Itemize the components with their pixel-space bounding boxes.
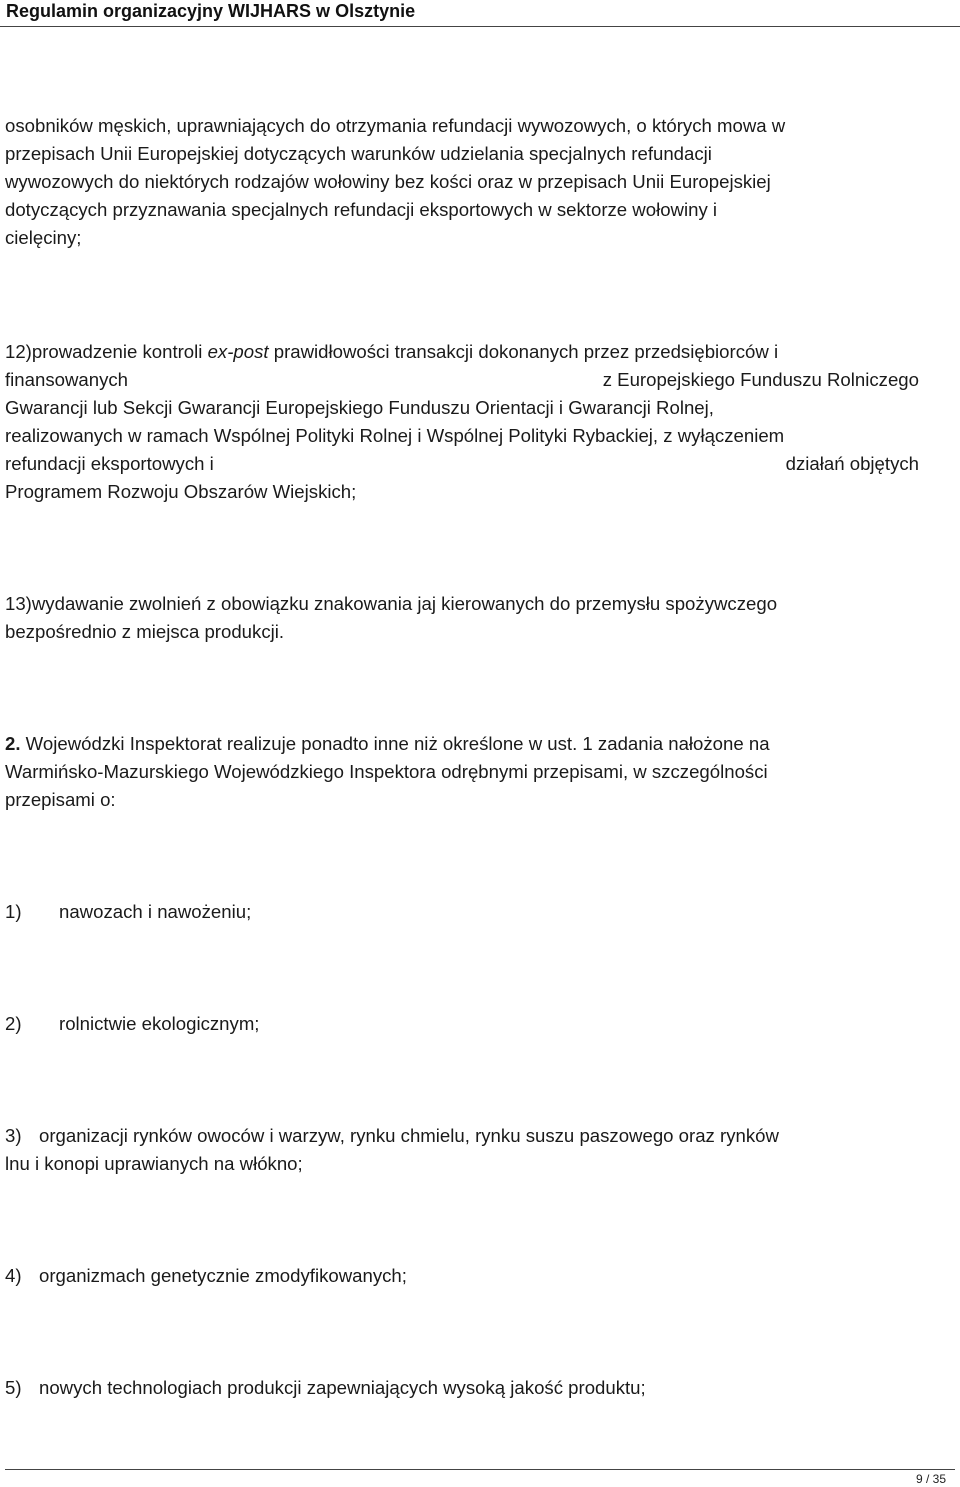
item-number: 12)	[5, 341, 32, 362]
text-line: Gwarancji lub Sekcji Gwarancji Europejskiego Funduszu Orientacji i Gwarancji Rolnej,	[5, 397, 714, 418]
text-line: przepisach Unii Europejskiej dotyczących warunków udzielania specjalnych refundacji	[5, 143, 712, 164]
item-number: 13)	[5, 593, 32, 614]
list-number: 1)	[5, 901, 22, 922]
text-line: bezpośrednio z miejsca produkcji.	[5, 621, 285, 642]
list-text: rolnictwie ekologicznym;	[59, 1013, 260, 1034]
text-line	[5, 338, 953, 366]
section-number: 2.	[5, 733, 21, 754]
section-2	[5, 730, 953, 814]
text-line: osobników męskich, uprawniających do otrzymania refundacji wywozowych, o których mowa w	[5, 115, 786, 136]
list-item	[5, 1262, 953, 1290]
list-item	[5, 1122, 953, 1178]
text-line: dotyczących przyznawania specjalnych refundacji eksportowych w sektorze wołowiny i	[5, 199, 718, 220]
list-text: organizmach genetycznie zmodyfikowanych;	[39, 1265, 407, 1286]
item-12	[5, 338, 953, 506]
list-number: 2)	[5, 1013, 22, 1034]
list-text: nawozach i nawożeniu;	[59, 901, 252, 922]
text-line: realizowanych w ramach Wspólnej Polityki Rolnej i Wspólnej Polityki Rybackiej, z wyłączeniem	[5, 425, 785, 446]
document-header-title: Regulamin organizacyjny WIJHARS w Olsztynie	[6, 1, 416, 21]
text-line: Programem Rozwoju Obszarów Wiejskich;	[5, 481, 357, 502]
text-line: cielęciny;	[5, 227, 82, 248]
text-line	[5, 366, 953, 394]
text-line	[5, 730, 953, 758]
list-item	[5, 1010, 953, 1038]
italic-term: ex-post	[207, 341, 269, 362]
text-line: wywozowych do niektórych rodzajów wołowiny bez kości oraz w przepisach Unii Europejskiej	[5, 171, 771, 192]
list-number: 3)	[5, 1125, 22, 1146]
footer-divider	[5, 1469, 955, 1470]
text-fragment: wydawanie zwolnień z obowiązku znakowania jaj kierowanych do przemysłu spożywczego	[31, 593, 778, 614]
list-number: 4)	[5, 1265, 22, 1286]
text-fragment: prowadzenie kontroli	[31, 341, 208, 362]
item-13	[5, 590, 953, 646]
text-fragment: z Europejskiego Funduszu Rolniczego	[602, 369, 919, 390]
text-line	[5, 590, 953, 618]
text-line: przepisami o:	[5, 789, 116, 810]
text-fragment: działań objętych	[785, 453, 919, 474]
list-item	[5, 898, 953, 926]
text-line: lnu i konopi uprawianych na włókno;	[5, 1153, 303, 1174]
text-line	[5, 450, 953, 478]
text-fragment: finansowanych	[5, 369, 129, 390]
list-text: organizacji rynków owoców i warzyw, rynku chmielu, rynku suszu paszowego oraz rynków	[39, 1125, 779, 1146]
list-item	[5, 1374, 953, 1402]
paragraph-continuation	[5, 112, 953, 252]
list-text: nowych technologiach produkcji zapewniających wysoką jakość produktu;	[39, 1377, 646, 1398]
text-fragment: Wojewódzki Inspektorat realizuje ponadto inne niż określone w ust. 1 zadania nałożone na	[20, 733, 770, 754]
text-fragment: refundacji eksportowych i	[5, 453, 214, 474]
list-number: 5)	[5, 1377, 22, 1398]
header-divider	[0, 26, 960, 27]
text-fragment: prawidłowości transakcji dokonanych przez przedsiębiorców i	[268, 341, 779, 362]
text-line	[5, 1122, 953, 1150]
page-number: 9 / 35	[915, 1472, 946, 1486]
text-line: Warmińsko-Mazurskiego Wojewódzkiego Inspektora odrębnymi przepisami, w szczególności	[5, 761, 768, 782]
